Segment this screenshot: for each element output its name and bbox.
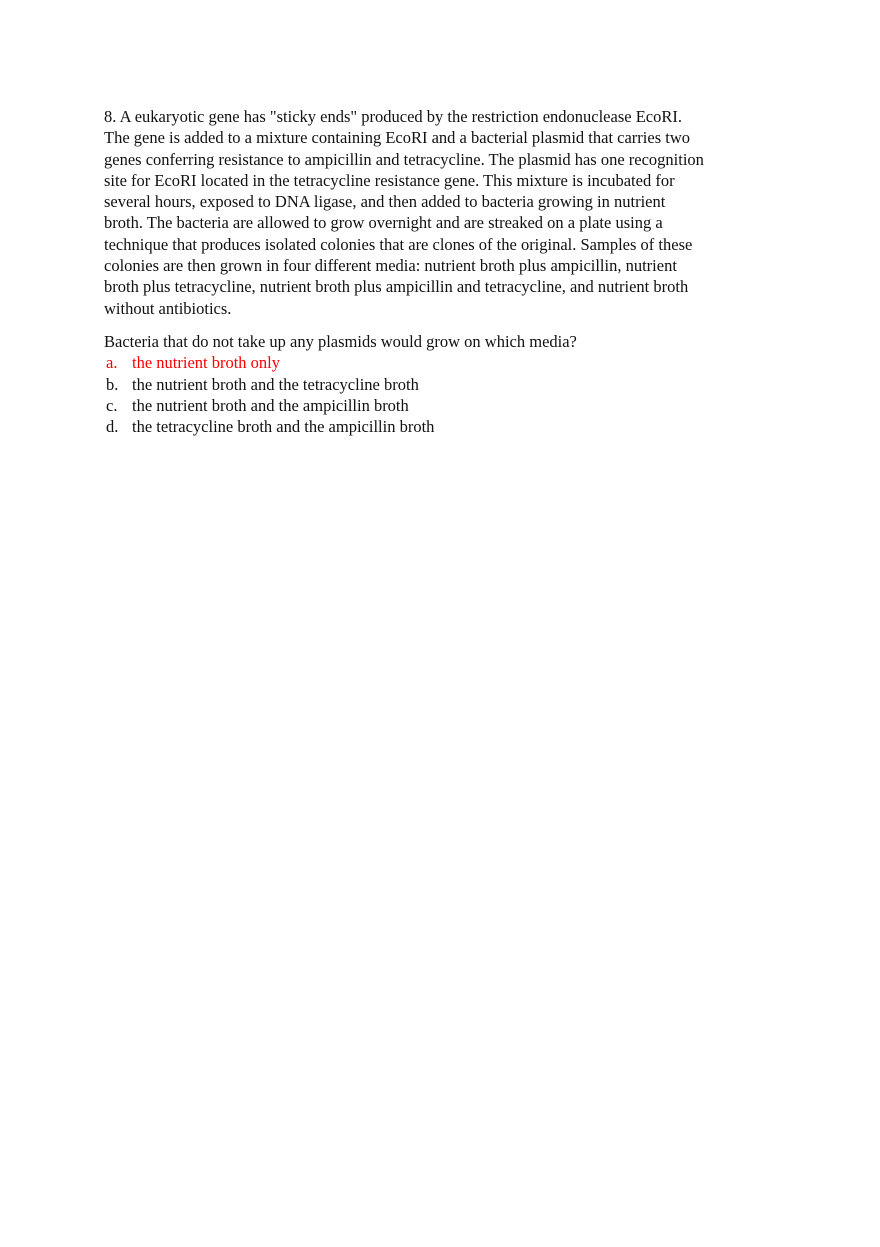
question-block <box>104 106 744 437</box>
option-letter: b. <box>106 374 119 394</box>
question-prompt: Bacteria that do not take up any plasmids would grow on which media? <box>104 331 577 351</box>
stem-line: without antibiotics. <box>104 298 232 318</box>
option-letter: d. <box>106 417 119 437</box>
stem-line: broth plus tetracycline, nutrient broth plus ampicillin and tetracycline, and nutrient broth <box>104 277 689 297</box>
stem-line: technique that produces isolated colonies that are clones of the original. Samples of these <box>104 234 693 254</box>
question-stem <box>104 106 744 319</box>
option-c <box>104 395 744 416</box>
option-d <box>104 416 744 437</box>
answer-options <box>104 352 744 437</box>
stem-line: 8. A eukaryotic gene has "sticky ends" produced by the restriction endonuclease EcoRI. <box>104 107 682 126</box>
option-letter: c. <box>106 395 118 415</box>
stem-line: The gene is added to a mixture containing EcoRI and a bacterial plasmid that carries two <box>104 128 690 148</box>
stem-line: genes conferring resistance to ampicillin and tetracycline. The plasmid has one recognition <box>104 149 704 169</box>
option-text: the nutrient broth and the tetracycline broth <box>132 374 419 394</box>
option-text: the nutrient broth only <box>132 353 281 373</box>
option-b <box>104 374 744 395</box>
option-text: the nutrient broth and the ampicillin broth <box>132 395 409 415</box>
stem-line: several hours, exposed to DNA ligase, and then added to bacteria growing in nutrient <box>104 192 666 212</box>
option-letter: a. <box>106 353 118 373</box>
stem-line: site for EcoRI located in the tetracycline resistance gene. This mixture is incubated for <box>104 170 675 190</box>
option-text: the tetracycline broth and the ampicillin broth <box>132 417 435 437</box>
option-a <box>104 352 744 373</box>
stem-line: colonies are then grown in four different media: nutrient broth plus ampicillin, nutrient <box>104 256 677 276</box>
stem-line: broth. The bacteria are allowed to grow overnight and are streaked on a plate using a <box>104 213 663 233</box>
